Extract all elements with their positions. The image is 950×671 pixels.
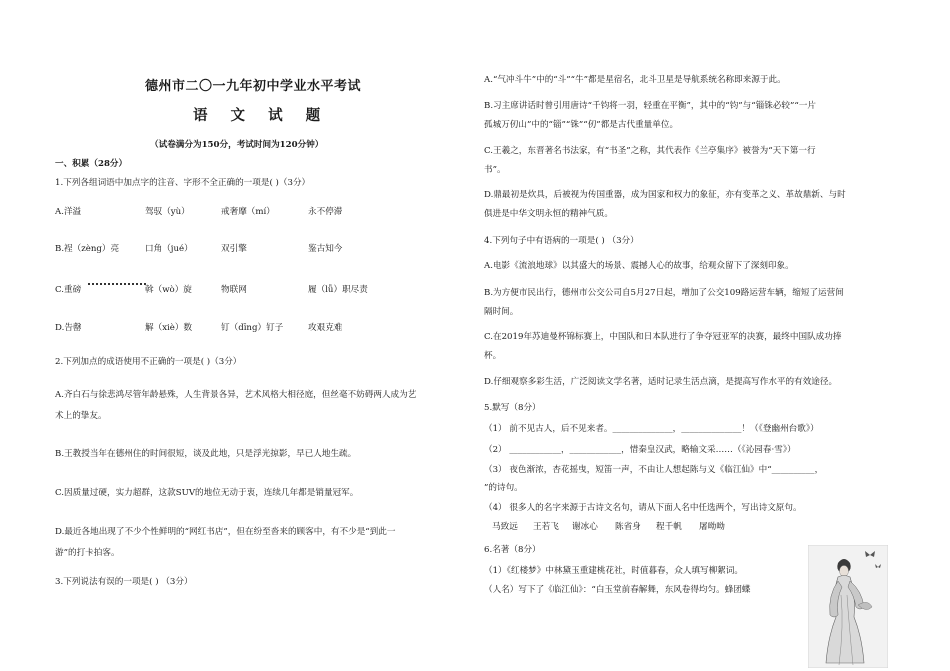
q5-line-2: （2） ____________，____________，惜秦皇汉武，略输文采……（《沁园春·雪》） [484, 445, 796, 455]
q2-option-c: C.因质量过硬，实力超群，这款SUV的地位无动于衷，连续几年都是销量冠军。 [55, 488, 359, 498]
name-option: 屠呦呦 [699, 522, 725, 532]
q1-option-c-word3: 物联网 [221, 285, 247, 295]
q1-option-b-word3: 双引擎 [221, 244, 247, 254]
question-6-stem: 6.名著（8分） [484, 545, 541, 555]
q5-line-3-cont: ”的诗句。 [484, 483, 523, 493]
name-option: 陈省身 [615, 522, 641, 532]
question-4-stem: 4.下列句子中有语病的一项是( ) （3分） [484, 236, 639, 246]
q1-option-d-word3: 钉（dīng）钉子 [221, 323, 284, 333]
q1-option-d-word4: 攻艰克难 [308, 323, 343, 333]
q4-option-b-cont: 隔时间。 [484, 307, 519, 317]
question-2-stem: 2.下列加点的成语使用不正确的一项是( )（3分） [55, 357, 242, 367]
q1-option-a-word2: 驾驭（yù） [145, 207, 190, 217]
q3-option-b: B.习主席讲话时曾引用唐诗“千钧将一羽，轻重在平衡”，其中的“钧”与“锱铢必较”“一片 [484, 101, 816, 111]
q3-option-d: D.鼎最初是炊具，后被视为传国重器，成为国家和权力的象征，亦有变革之义、革故鼎新、与时 [484, 190, 846, 200]
q3-option-d-cont: 俱进是中华文明永恒的精神气质。 [484, 209, 613, 219]
q1-option-b: B.裎（zèng）亮 [55, 244, 120, 254]
exam-note: （试卷满分为150分，考试时间为120分钟） [150, 140, 324, 150]
q4-option-d: D.仔细观察多彩生活，广泛阅读文学名著，适时记录生活点滴，是提高写作水平的有效途径。 [484, 377, 838, 387]
q4-option-c-cont: 杯。 [484, 351, 502, 361]
q5-line-4: （4） 很多人的名字来源于古诗文名句，请从下面人名中任选两个，写出诗文原句。 [484, 503, 802, 513]
q2-option-d-cont: 游”的打卡拍客。 [55, 548, 120, 558]
lady-illustration [808, 545, 888, 668]
q1-option-d-word2: 解（xiè）数 [145, 323, 193, 333]
q2-option-a: A.齐白石与徐悲鸿尽管年龄悬殊，人生背景各异，艺术风格大相径庭，但丝毫不妨碍两人成为艺 [55, 390, 417, 400]
q1-option-d: D.告罄 [55, 323, 82, 333]
q1-option-a-word3: 戒奢靡（mí） [221, 207, 275, 217]
q1-option-c-word4: 履（lǚ）职尽责 [308, 285, 368, 295]
subject-title: 语 文 试 题 [193, 107, 330, 124]
q4-option-c: C.在2019年苏迪曼杯锦标赛上，中国队和日本队进行了争夺冠亚军的决赛，最终中国队成功捧 [484, 332, 842, 342]
q1-option-a: A.洋溢 [55, 207, 82, 217]
q4-option-b: B.为方便市民出行，德州市公交公司自5月27日起，增加了公交109路运营车辆，缩短了运营间 [484, 288, 844, 298]
q1-option-b-word4: 鉴古知今 [308, 244, 343, 254]
q4-option-a: A.电影《流浪地球》以其盛大的场景、震撼人心的故事，给观众留下了深刻印象。 [484, 261, 794, 271]
q5-line-1: （1） 前不见古人，后不见来者。______________，______________！（《登幽州台歌》） [484, 424, 819, 434]
q1-option-c-word2: 斡（wò）旋 [145, 285, 192, 295]
question-1-stem: 1.下列各组词语中加点字的注音、字形不全正确的一项是( )（3分） [55, 178, 311, 188]
q1-option-c: C.重磅 [55, 285, 82, 295]
q1-option-b-word2: 口角（jué） [145, 244, 193, 254]
name-option: 谢冰心 [572, 522, 598, 532]
name-option: 程千帆 [656, 522, 682, 532]
q5-line-3: （3） 夜色渐浓，杏花摇曳，短笛一声，不由让人想起陈与义《临江仙》中“__________， [484, 465, 824, 475]
q2-option-b: B.王教授当年在德州住的时间很短，谈及此地，只是浮光掠影，早已人地生疏。 [55, 449, 357, 459]
q3-option-a: A.“气冲斗牛”中的“斗”“牛”都是星宿名，北斗卫星是导航系统名称即来源于此。 [484, 75, 786, 85]
name-option: 王若飞 [533, 522, 559, 532]
q2-option-d: D.最近各地出现了不少个性鲜明的“网红书店”，但在纷至沓来的顾客中，有不少是“到此一 [55, 527, 396, 537]
q6-line-2: （人名）写下了《临江仙》：“白玉堂前春解舞，东风卷得均匀。蜂团蝶 [484, 585, 751, 595]
exam-title: 德州市二〇一九年初中学业水平考试 [145, 79, 362, 94]
q2-option-a-cont: 术上的挚友。 [55, 411, 107, 421]
q1-option-a-word4: 永不停滞 [308, 207, 343, 217]
dotted-underline [88, 283, 146, 285]
section-heading: 一、积累（28分） [55, 159, 128, 169]
name-option: 马致远 [492, 522, 518, 532]
question-5-stem: 5.默写（8分） [484, 403, 541, 413]
q3-option-b-cont: 孤城万仞山”中的“锱”“铢”“仞”都是古代重量单位。 [484, 120, 679, 130]
q6-line-1: （1）《红楼梦》中林黛玉重建桃花社，时值暮春，众人填写柳絮词。 [484, 566, 743, 576]
q3-option-c: C.王羲之，东晋著名书法家，有“书圣”之称，其代表作《兰亭集序》被誉为“天下第一行 [484, 146, 816, 156]
question-3-stem: 3.下列说法有误的一项是( ) （3分） [55, 577, 193, 587]
q3-option-c-cont: 书”。 [484, 165, 506, 175]
